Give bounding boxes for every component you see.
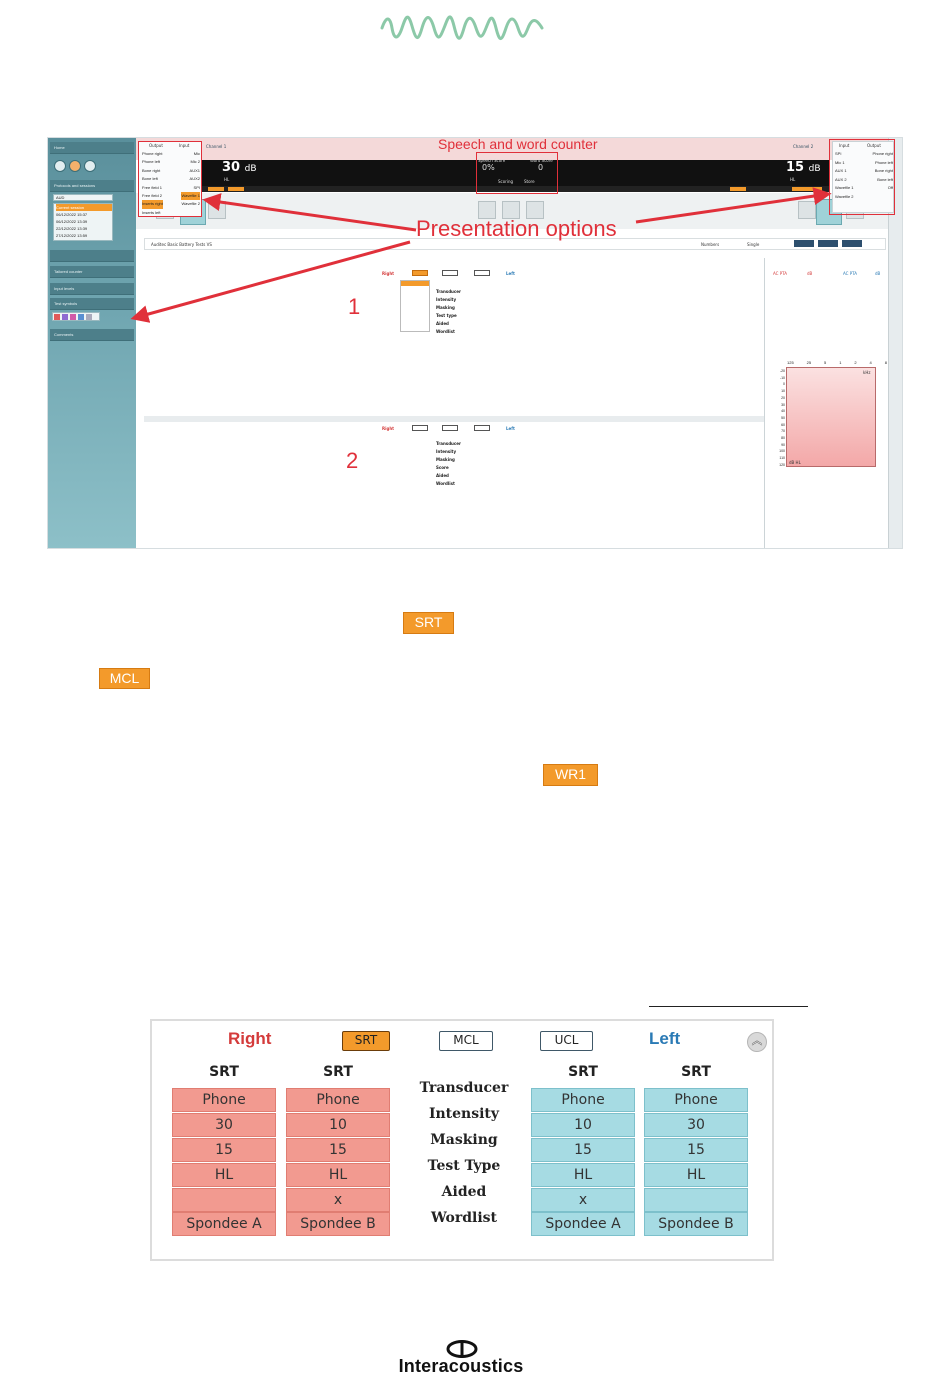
column-title: SRT [209,1064,239,1080]
freq-tick: 2 [854,360,857,365]
sidebar-tailored-label: Tailored counter [54,269,83,274]
arrow-to-left-options [206,200,416,230]
ac-pta-left-unit: dB [875,271,881,276]
channel2-title: Channel 2 [793,144,814,149]
input-option[interactable]: AUX 2 [835,176,847,182]
sidebar-symbols-label: Test symbols [54,301,78,306]
table-cell[interactable]: Spondee A [531,1212,635,1236]
khz-label: kHz [863,370,871,375]
output-option[interactable]: Bone right [874,168,893,174]
freq-tick: 1 [839,360,842,365]
srt-chip: SRT [403,612,454,634]
wr1-chip: WR1 [543,764,598,786]
channel2-unit: dB [808,164,821,174]
section1-right-label: Right [382,271,395,276]
row-label: Transducer [436,289,461,294]
table-cell[interactable]: Phone [644,1088,748,1112]
freq-tick: 4 [869,360,872,365]
speech-score-value: 0% [482,163,495,172]
output-option[interactable]: Inserts right [142,200,163,208]
channel1-unit: dB [244,164,257,174]
level-tick: 10 [781,389,785,394]
brand-wave-logo [378,8,548,44]
table-cell[interactable]: Spondee B [286,1212,390,1236]
protocol-value: AUD [56,195,65,200]
column-title: SRT [681,1064,711,1080]
channel2-mode: HL [790,177,796,182]
table-cell[interactable] [644,1188,748,1212]
freq-tick: 8 [884,360,887,365]
table-cell[interactable]: 15 [286,1138,390,1162]
counter-annotation: Speech and word counter [438,137,598,152]
session-item[interactable]: 27/12/2022 13:59 [56,233,88,238]
table-cell[interactable]: HL [286,1163,390,1187]
row-label-intensity: Intensity [428,1106,500,1122]
presentation-annotation: Presentation options [416,216,617,241]
level-tick: -20 [779,369,785,373]
row-label: Wordlist [436,329,455,334]
level-tick: 60 [781,422,785,427]
output-heading: Output [867,143,881,148]
tab-srt[interactable]: SRT [342,1031,390,1051]
input-option[interactable]: Mic [193,151,200,156]
word-score-value: 0 [538,163,544,172]
row-label: Aided [436,321,449,326]
mcl-chip: MCL [99,668,150,689]
freq-tick: 5 [824,360,827,365]
session-item[interactable]: Current session [56,204,112,211]
output-option[interactable]: Bone left [142,176,158,182]
speech-score-label: Speech Score [478,158,506,163]
section-1-number: 1 [348,294,361,319]
table-cell[interactable]: 10 [531,1113,635,1137]
level-tick: 0 [783,382,785,387]
row-label-test-type: Test Type [427,1158,501,1174]
freq-tick: 25 [806,360,812,365]
input-option[interactable]: Wavefile 2 [181,201,200,207]
input-option[interactable]: Mic 2 [190,159,200,165]
level-tick: 120 [779,462,785,467]
session-item[interactable]: 22/12/2022 13:39 [56,226,88,231]
collapse-icon[interactable]: ︽ [747,1032,767,1052]
table-cell[interactable]: 30 [172,1113,276,1137]
table-cell[interactable]: Phone [531,1088,635,1112]
level-tick: -10 [779,375,785,380]
table-cell[interactable]: 15 [644,1138,748,1162]
single-select[interactable]: Single [747,242,760,247]
footer-brand: Interacoustics [398,1356,524,1376]
output-option[interactable]: Inserts left [142,209,161,215]
session-item[interactable]: 06/12/2022 13:39 [56,219,88,224]
table-cell[interactable]: 10 [286,1113,390,1137]
section2-left-label: Left [506,426,515,431]
input-option[interactable]: AUX2 [189,176,200,182]
level-tick: 50 [781,415,785,420]
table-cell[interactable]: 15 [172,1138,276,1162]
input-option[interactable]: Wavefile 1 [835,185,854,191]
table-cell[interactable] [172,1188,276,1212]
speech-audiometry-screenshot [47,137,903,549]
numbers-select[interactable]: Numbers [701,242,720,247]
annotation-arrows [48,138,903,549]
row-label: Test type [436,313,457,318]
level-tick: 100 [779,449,785,454]
level-tick: 20 [781,395,785,400]
table-cell[interactable]: 30 [644,1113,748,1137]
channel1-title: Channel 1 [206,144,227,149]
input-option[interactable]: SPI [193,184,200,190]
section1-left-label: Left [506,271,515,276]
freq-tick: 125 [787,360,794,365]
output-option[interactable]: Phone right [142,151,163,156]
table-cell[interactable]: 15 [531,1138,635,1162]
table-cell[interactable]: Phone [172,1088,276,1112]
level-tick: 30 [781,402,785,407]
row-label: Transducer [436,441,461,446]
input-heading: Input [179,143,190,148]
level-tick: 90 [781,442,785,447]
input-option[interactable]: Wavefile 2 [835,193,854,199]
row-label: Masking [436,457,455,462]
table-cell[interactable]: Phone [286,1088,390,1112]
store-label: Store [524,179,535,184]
sidebar-protocols-label: Protocols and sessions [54,183,96,188]
input-option[interactable]: AUX 1 [835,168,847,174]
level-tick: 110 [779,456,785,461]
output-option[interactable]: Off [887,185,893,191]
tab-ucl[interactable]: UCL [540,1031,593,1051]
table-cell[interactable]: Spondee A [172,1212,276,1236]
input-option[interactable]: SPI [835,151,842,156]
table-cell[interactable]: HL [644,1163,748,1187]
input-heading: Input [839,143,850,148]
sidebar-home-label: Home [54,145,65,150]
row-label: Wordlist [436,481,455,486]
row-label: Intensity [436,449,457,454]
session-item[interactable]: 06/12/2022 15:37 [56,212,88,217]
section-2-number: 2 [346,448,359,473]
ac-pta-right-unit: dB [807,271,813,276]
text-underline [649,1006,808,1007]
section2-right-label: Right [382,426,395,431]
sidebar-comments-label: Comments [54,332,74,337]
output-heading: Output [149,143,163,148]
table-cell[interactable]: HL [531,1163,635,1187]
table-cell[interactable]: HL [172,1163,276,1187]
output-option[interactable]: Bone left [877,176,893,182]
row-label-aided: Aided [441,1184,487,1200]
input-option[interactable]: Wavefile 1 [181,192,200,200]
column-title: SRT [568,1064,598,1080]
output-option[interactable]: Phone left [142,159,161,165]
column-title: SRT [323,1064,353,1080]
arrow-to-sidebar-symbols [134,242,410,318]
db-hl-label: dB HL [789,460,801,465]
level-tick: 40 [781,409,785,414]
row-label: Intensity [436,297,457,302]
arrow-to-right-options [636,194,828,222]
output-option[interactable]: Free field 2 [142,193,163,199]
ac-pta-left: AC PTA [843,271,858,276]
output-option[interactable]: Phone left [874,159,893,165]
right-ear-label: Right [228,1029,272,1048]
channel1-mode: HL [224,177,230,182]
output-option[interactable]: Free field 1 [142,184,163,190]
wordlist-selector[interactable]: Auditec Basic Battery Tests VS [151,242,212,247]
sidebar-input-label: Input levels [54,286,75,291]
word-score-label: Word Score [530,158,553,163]
table-cell[interactable]: Spondee B [644,1212,748,1236]
row-label-masking: Masking [430,1132,498,1148]
table-cell[interactable]: x [286,1188,390,1212]
channel1-level-value: 30 [222,160,241,175]
level-tick: 80 [781,436,785,441]
level-tick: 70 [781,429,785,434]
output-option[interactable]: Phone right [872,151,893,156]
output-option[interactable]: Bone right [142,167,161,173]
input-option[interactable]: AUX1 [189,167,200,173]
channel2-level-value: 15 [786,160,805,175]
scoring-label: Scoring [498,179,514,184]
table-cell[interactable]: x [531,1188,635,1212]
row-label: Masking [436,305,455,310]
input-option[interactable]: Mic 1 [835,159,845,165]
row-label-transducer: Transducer [419,1080,509,1096]
row-label: Score [436,465,449,470]
tab-mcl[interactable]: MCL [439,1031,493,1051]
row-label-wordlist: Wordlist [430,1210,498,1226]
ac-pta-right: AC PTA [773,271,788,276]
srt-results-panel [150,1019,774,1261]
left-ear-label: Left [649,1029,681,1048]
row-label: Aided [436,473,449,478]
